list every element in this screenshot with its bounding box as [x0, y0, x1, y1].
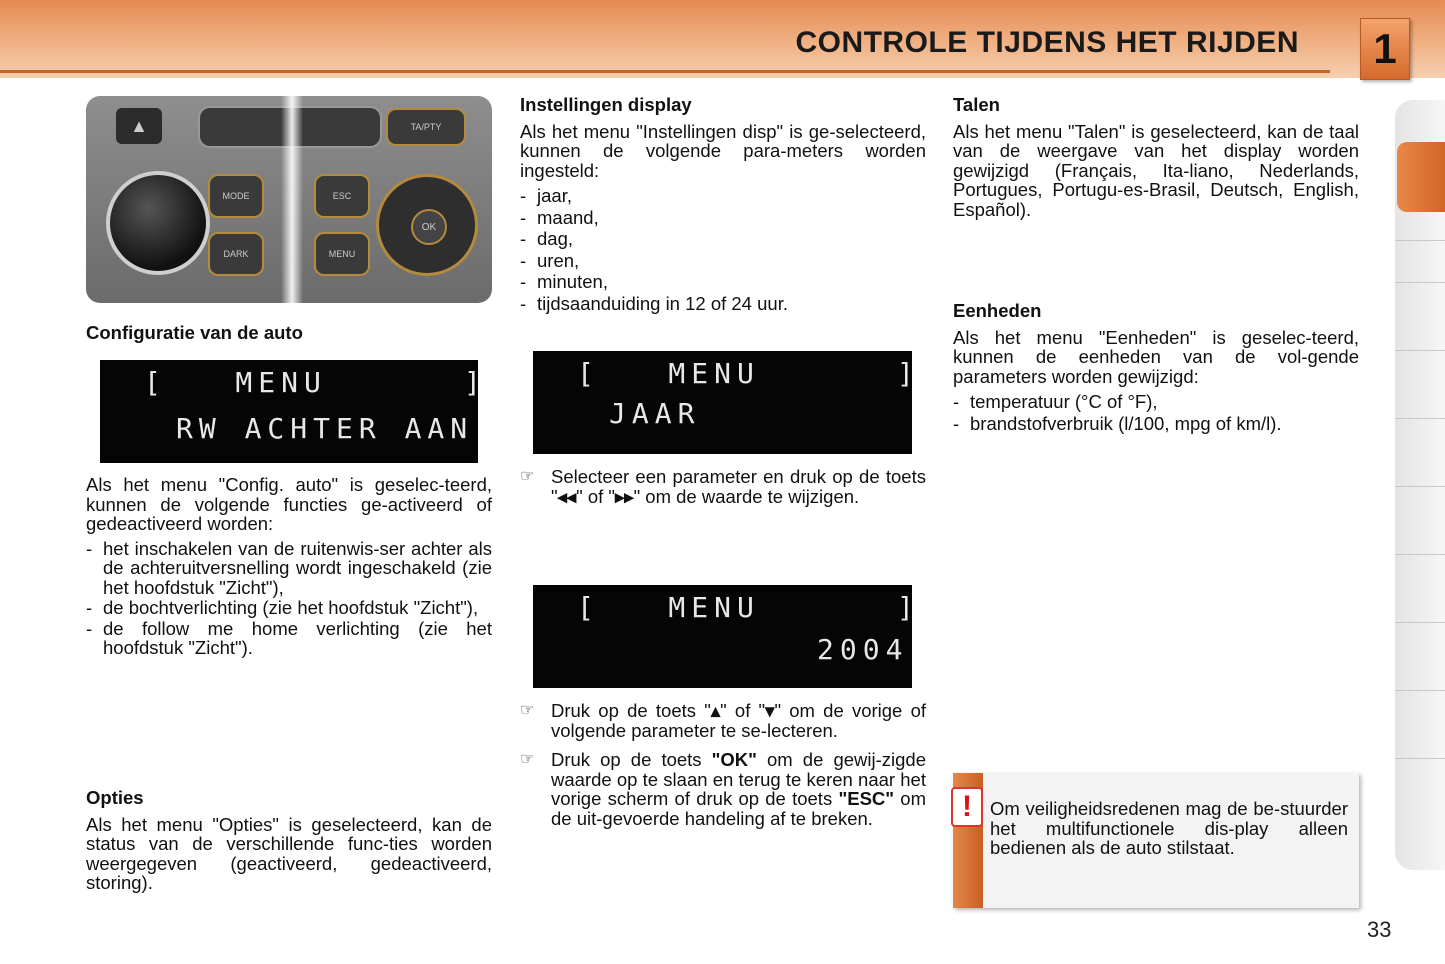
- down-arrow-icon: ▾: [765, 700, 775, 721]
- instruction-note: ☞ Druk op de toets "▴" of "▾" om de vorige of volgende parameter te se-lecteren.: [520, 700, 927, 741]
- tab-divider: [1395, 690, 1445, 691]
- tab-divider: [1395, 554, 1445, 555]
- mode-button: MODE: [208, 174, 264, 218]
- chapter-badge: [1360, 18, 1410, 80]
- talen-text: Als het menu "Talen" is geselecteerd, kan de taal van de weergave van het display worden gewijzigd (Français, Ita-liano, Nederlands, Portugues, Portugu-es-Brasil, Deutsch, English, Español).: [953, 120, 1359, 220]
- lcd-line-1: [ MENU ]: [144, 366, 487, 399]
- warning-content: [990, 799, 1348, 858]
- display-heading: Instellingen display: [520, 94, 692, 115]
- list-item: - jaar,: [520, 185, 926, 207]
- chapter-number: 1: [1373, 25, 1397, 72]
- notes-navigate: [520, 701, 926, 828]
- list-item: - temperatuur (°C of °F),: [953, 391, 1359, 413]
- talen-section: [953, 95, 1359, 219]
- pointing-hand-icon: ☞: [520, 751, 535, 768]
- list-item: - dag,: [520, 228, 926, 250]
- config-text: Als het menu "Config. auto" is geselec-teerd, kunnen de volgende functies ge-activeerd of gedeactiveerd worden:: [86, 474, 492, 534]
- left-column: [86, 323, 492, 343]
- lcd-year-screen: [533, 351, 920, 454]
- tab-divider: [1395, 350, 1445, 351]
- tab-divider: [1395, 240, 1445, 241]
- list-item: - het inschakelen van de ruitenwis-ser achter als de achteruitversnelling wordt ingeschakeld (zie het hoofdstuk "Zicht"),: [86, 539, 492, 598]
- talen-heading: Talen: [953, 94, 1000, 115]
- eenheden-text: Als het menu "Eenheden" is geselec-teerd, kunnen de eenheden van de vol-gende parameters worden gewijzigd:: [953, 326, 1359, 387]
- list-item: - minuten,: [520, 271, 926, 293]
- lcd-line-1: [ MENU ]: [577, 357, 920, 390]
- opties-section: [86, 788, 492, 893]
- opties-text: Als het menu "Opties" is geselecteerd, kan de status van de verschillende func-ties worden weergegeven (geactiveerd, gedeactiveerd, storing).: [86, 813, 492, 893]
- config-heading: Configuratie van de auto: [86, 322, 303, 343]
- page-number: 33: [1367, 917, 1392, 942]
- list-item: - de bochtverlichting (zie het hoofdstuk "Zicht"),: [86, 598, 492, 618]
- warning-text: Om veiligheidsredenen mag de be-stuurder het multifunctionele dis-play alleen bedienen als de auto stilstaat.: [990, 798, 1348, 858]
- warning-icon: !: [951, 787, 983, 827]
- list-item: - tijdsaanduiding in 12 of 24 uur.: [520, 293, 926, 315]
- config-list: [86, 539, 492, 658]
- list-item: - uren,: [520, 250, 926, 272]
- menu-button: MENU: [314, 232, 370, 276]
- instruction-note: ☞ Druk op de toets "OK" om de gewij-zigde waarde op te slaan en terug te keren naar het vorige scherm of druk op de toets "ESC" om de uit-gevoerde handeling af te breken.: [520, 749, 926, 829]
- rewind-icon: ◂◂: [557, 485, 577, 507]
- tab-divider: [1395, 418, 1445, 419]
- lcd-line-2: RW ACHTER AAN: [176, 412, 474, 445]
- dark-button: DARK: [208, 232, 264, 276]
- up-arrow-icon: ▴: [710, 700, 721, 721]
- forward-icon: ▸▸: [615, 485, 634, 507]
- volume-knob: [106, 171, 210, 275]
- list-item: - brandstofverbruik (l/100, mpg of km/l).: [953, 413, 1359, 435]
- display-list: [520, 185, 926, 314]
- light-reflection: [281, 96, 303, 303]
- ok-button: OK: [411, 209, 447, 245]
- eenheden-section: [953, 301, 1359, 434]
- instruction-note: ☞ Selecteer een parameter en druk op de toets "◂◂" of "▸▸" om de waarde te wijzigen.: [520, 466, 926, 507]
- active-chapter-tab: [1397, 142, 1445, 212]
- tab-divider: [1395, 282, 1445, 283]
- pointing-hand-icon: ☞: [520, 468, 535, 485]
- header-divider: [0, 70, 1330, 73]
- display-section: [520, 95, 926, 314]
- display-text: Als het menu "Instellingen disp" is ge-selecteerd, kunnen de volgende para-meters worden ingesteld:: [520, 120, 926, 181]
- tab-divider: [1395, 758, 1445, 759]
- eject-icon: ▲: [116, 108, 162, 144]
- radio-control-panel: [86, 96, 492, 303]
- lcd-config-screen: [100, 360, 487, 463]
- navigation-pad: [376, 174, 478, 276]
- lcd-line-2: 2004: [817, 633, 909, 666]
- lcd-value-screen: [533, 585, 920, 688]
- chapter-tabs: [1395, 100, 1445, 870]
- page-title: CONTROLE TIJDENS HET RIJDEN: [795, 26, 1299, 59]
- esc-button: ESC: [314, 174, 370, 218]
- note-select: [520, 467, 926, 506]
- eenheden-list: [953, 391, 1359, 434]
- eenheden-heading: Eenheden: [953, 300, 1042, 321]
- pointing-hand-icon: ☞: [520, 702, 535, 719]
- list-item: - de follow me home verlichting (zie het hoofdstuk "Zicht").: [86, 619, 492, 658]
- ta-button: TA/PTY: [386, 108, 466, 146]
- config-body: [86, 475, 492, 658]
- list-item: - maand,: [520, 207, 926, 229]
- lcd-line-1: [ MENU ]: [577, 591, 920, 624]
- lcd-line-2: JAAR: [609, 397, 701, 430]
- opties-heading: Opties: [86, 787, 144, 808]
- tab-divider: [1395, 486, 1445, 487]
- tab-divider: [1395, 622, 1445, 623]
